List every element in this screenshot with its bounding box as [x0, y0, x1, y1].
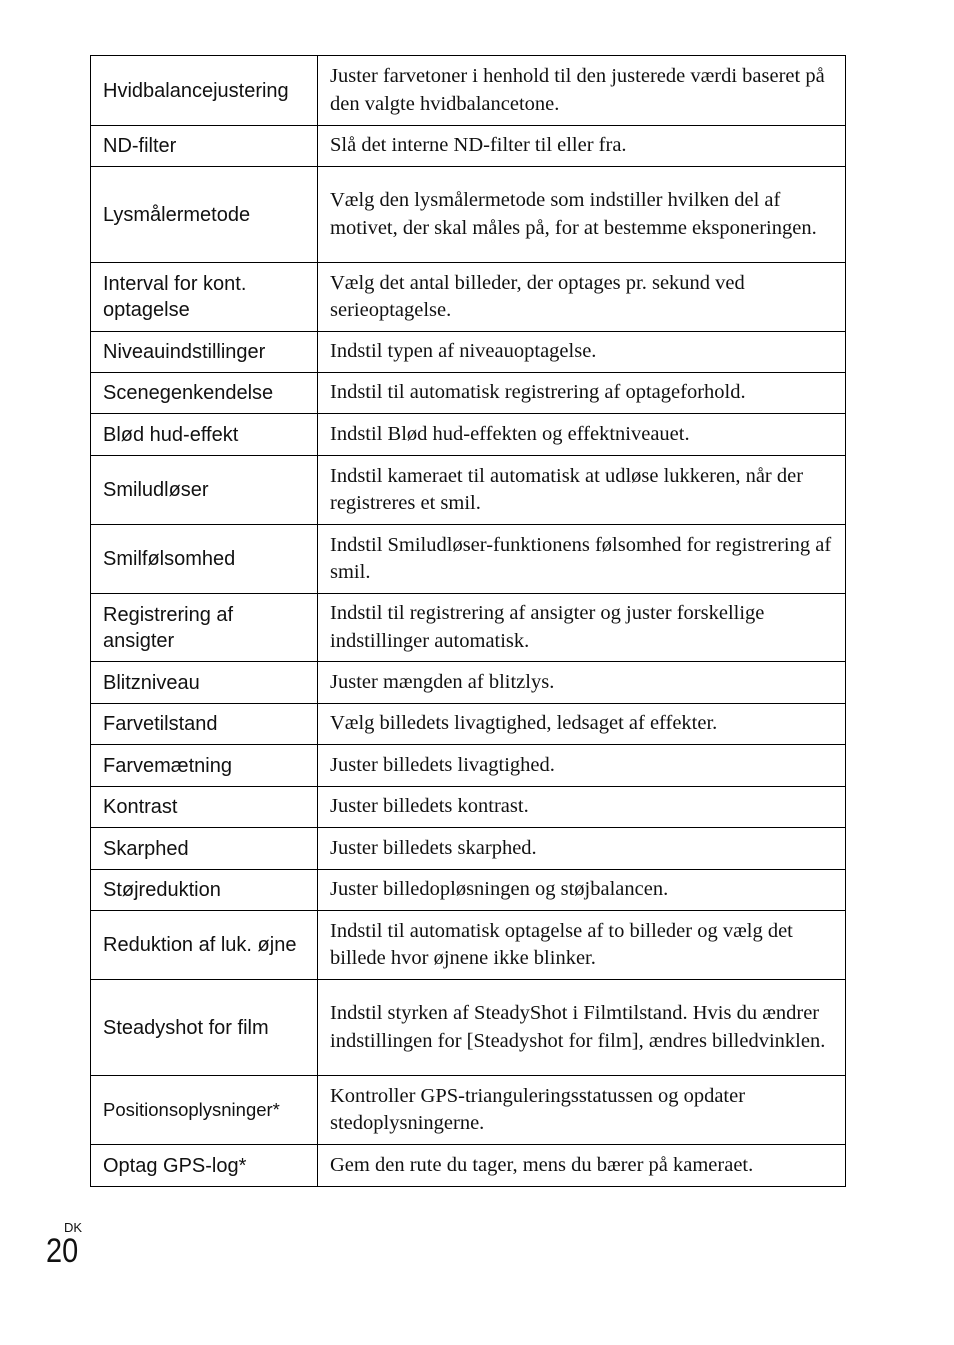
table-row [91, 787, 846, 828]
setting-name: Hvidbalancejustering [91, 56, 318, 126]
setting-description: Slå det interne ND-filter til eller fra. [318, 126, 846, 167]
setting-description: Vælg det antal billeder, der optages pr. sekund ved serieoptagelse. [318, 263, 846, 332]
setting-description: Indstil styrken af SteadyShot i Filmtilstand. Hvis du ændrer indstillingen for [Steadyshot for film], ændres billedvinklen. [318, 980, 846, 1076]
table-row [91, 263, 846, 332]
setting-name: Steadyshot for film [91, 980, 318, 1076]
setting-name: Blitzniveau [91, 662, 318, 704]
table-row [91, 373, 846, 414]
setting-description: Juster billedets livagtighed. [318, 745, 846, 787]
table-row [91, 414, 846, 456]
setting-name: Smilfølsomhed [91, 525, 318, 594]
setting-description: Juster farvetoner i henhold til den justerede værdi baseret på den valgte hvidbalancetone. [318, 56, 846, 126]
table-row [91, 167, 846, 263]
setting-name: Farvemætning [91, 745, 318, 787]
setting-name: Blød hud-effekt [91, 414, 318, 456]
setting-description: Indstil til registrering af ansigter og juster forskellige indstillinger automatisk. [318, 594, 846, 662]
table-row [91, 594, 846, 662]
table-row [91, 56, 846, 126]
setting-description: Vælg billedets livagtighed, ledsaget af effekter. [318, 704, 846, 745]
setting-description: Juster mængden af blitzlys. [318, 662, 846, 704]
setting-description: Kontroller GPS-trianguleringsstatussen og opdater stedoplysningerne. [318, 1076, 846, 1145]
setting-description: Gem den rute du tager, mens du bærer på kameraet. [318, 1145, 846, 1187]
setting-name: Niveauindstillinger [91, 332, 318, 373]
setting-name: Reduktion af luk. øjne [91, 911, 318, 980]
table-row [91, 332, 846, 373]
table-row [91, 662, 846, 704]
table-row [91, 126, 846, 167]
table-row [91, 911, 846, 980]
setting-name: Positionsoplysninger* [91, 1076, 318, 1145]
setting-description: Vælg den lysmålermetode som indstiller hvilken del af motivet, der skal måles på, for at bestemme eksponeringen. [318, 167, 846, 263]
setting-description: Juster billedets kontrast. [318, 787, 846, 828]
table-row [91, 1145, 846, 1187]
settings-table [90, 55, 846, 1187]
table-row [91, 456, 846, 525]
table-row [91, 745, 846, 787]
language-code: DK [64, 1220, 83, 1235]
setting-name: Optag GPS-log* [91, 1145, 318, 1187]
setting-description: Juster billedets skarphed. [318, 828, 846, 870]
setting-name: Farvetilstand [91, 704, 318, 745]
setting-name: Lysmålermetode [91, 167, 318, 263]
table-row [91, 980, 846, 1076]
setting-description: Indstil typen af niveauoptagelse. [318, 332, 846, 373]
setting-description: Indstil Smiludløser-funktionens følsomhed for registrering af smil. [318, 525, 846, 594]
setting-name: Smiludløser [91, 456, 318, 525]
setting-name: Registrering af ansigter [91, 594, 318, 662]
setting-description: Indstil kameraet til automatisk at udløse lukkeren, når der registreres et smil. [318, 456, 846, 525]
table-row [91, 828, 846, 870]
page-number: 20 [46, 1232, 79, 1270]
setting-name: ND-filter [91, 126, 318, 167]
setting-description: Indstil til automatisk optagelse af to billeder og vælg det billede hvor øjnene ikke blinker. [318, 911, 846, 980]
setting-name: Støjreduktion [91, 870, 318, 911]
setting-description: Juster billedopløsningen og støjbalancen. [318, 870, 846, 911]
setting-name: Skarphed [91, 828, 318, 870]
table-row [91, 870, 846, 911]
table-row [91, 704, 846, 745]
table-row [91, 525, 846, 594]
setting-description: Indstil Blød hud-effekten og effektniveauet. [318, 414, 846, 456]
table-row [91, 1076, 846, 1145]
setting-name: Interval for kont. optagelse [91, 263, 318, 332]
setting-name: Kontrast [91, 787, 318, 828]
setting-description: Indstil til automatisk registrering af optageforhold. [318, 373, 846, 414]
setting-name: Scenegenkendelse [91, 373, 318, 414]
